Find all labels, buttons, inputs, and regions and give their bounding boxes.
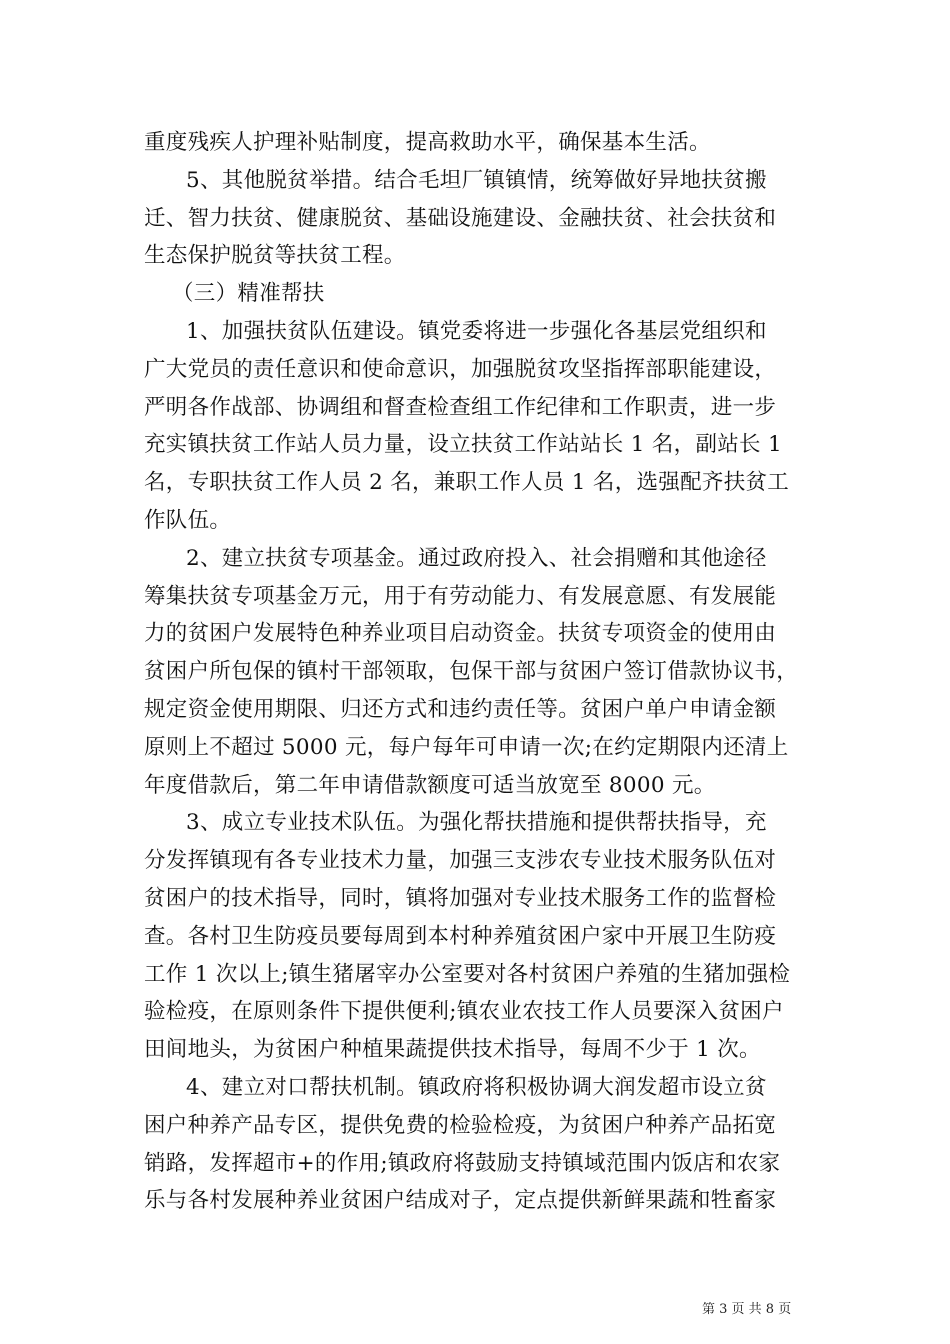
text-line: 销路，发挥超市+的作用;镇政府将鼓励支持镇域范围内饭店和农家 (144, 1150, 781, 1176)
text-line: 5、其他脱贫举措。结合毛坦厂镇镇情，统筹做好异地扶贫搬 (186, 167, 767, 193)
text-line: 重度残疾人护理补贴制度，提高救助水平，确保基本生活。 (144, 130, 711, 155)
text-line: 分发挥镇现有各专业技术力量，加强三支涉农专业技术服务队伍对 (144, 848, 777, 874)
text-line: 4、建立对口帮扶机制。镇政府将积极协调大润发超市设立贫 (186, 1074, 767, 1100)
text-line: 充实镇扶贫工作站人员力量，设立扶贫工作站站长 1 名，副站长 1 (144, 432, 782, 458)
text-line: 查。各村卫生防疫员要每周到本村种养殖贫困户家中开展卫生防疫 (144, 923, 777, 949)
text-line: 筹集扶贫专项基金万元，用于有劳动能力、有发展意愿、有发展能 (144, 583, 777, 609)
text-line: 力的贫困户发展特色种养业项目启动资金。扶贫专项资金的使用由 (144, 621, 777, 647)
text-line: 年度借款后，第二年申请借款额度可适当放宽至 8000 元。 (144, 772, 716, 798)
text-line: 贫困户所包保的镇村干部领取，包保干部与贫困户签订借款协议书， (144, 659, 799, 685)
text-line: 名，专职扶贫工作人员 2 名，兼职工作人员 1 名，选强配齐扶贫工 (144, 470, 790, 496)
page-number: 第 3 页 共 8 页 (702, 1302, 792, 1317)
text-line: 贫困户的技术指导，同时，镇将加强对专业技术服务工作的监督检 (144, 885, 777, 911)
text-line: 2、建立扶贫专项基金。通过政府投入、社会捐赠和其他途径 (186, 545, 767, 571)
text-line: 工作 1 次以上;镇生猪屠宰办公室要对各村贫困户养殖的生猪加强检 (144, 961, 791, 987)
text-line: 3、成立专业技术队伍。为强化帮扶措施和提供帮扶指导，充 (186, 810, 767, 836)
text-line: 迁、智力扶贫、健康脱贫、基础设施建设、金融扶贫、社会扶贫和 (144, 205, 777, 231)
text-line: 广大党员的责任意识和使命意识，加强脱贫攻坚指挥部职能建设， (144, 356, 777, 382)
text-line: 1、加强扶贫队伍建设。镇党委将进一步强化各基层党组织和 (186, 318, 767, 344)
text-line: 生态保护脱贫等扶贫工程。 (144, 243, 406, 269)
text-line: 作队伍。 (144, 507, 232, 533)
text-line: 验检疫，在原则条件下提供便利;镇农业农技工作人员要深入贫困户 (144, 999, 784, 1025)
text-line: 田间地头，为贫困户种植果蔬提供技术指导，每周不少于 1 次。 (144, 1037, 761, 1063)
section-heading: （三）精准帮扶 (172, 281, 325, 307)
text-line: 困户种养产品专区，提供免费的检验检疫，为贫困户种养产品拓宽 (144, 1112, 777, 1138)
document-body (144, 124, 808, 1220)
text-line: 乐与各村发展种养业贫困户结成对子，定点提供新鲜果蔬和牲畜家 (144, 1188, 777, 1214)
text-line: 规定资金使用期限、归还方式和违约责任等。贫困户单户申请金额 (144, 696, 777, 722)
text-line: 原则上不超过 5000 元，每户每年可申请一次;在约定期限内还清上 (144, 734, 789, 760)
text-line: 严明各作战部、协调组和督查检查组工作纪律和工作职责，进一步 (144, 394, 777, 420)
